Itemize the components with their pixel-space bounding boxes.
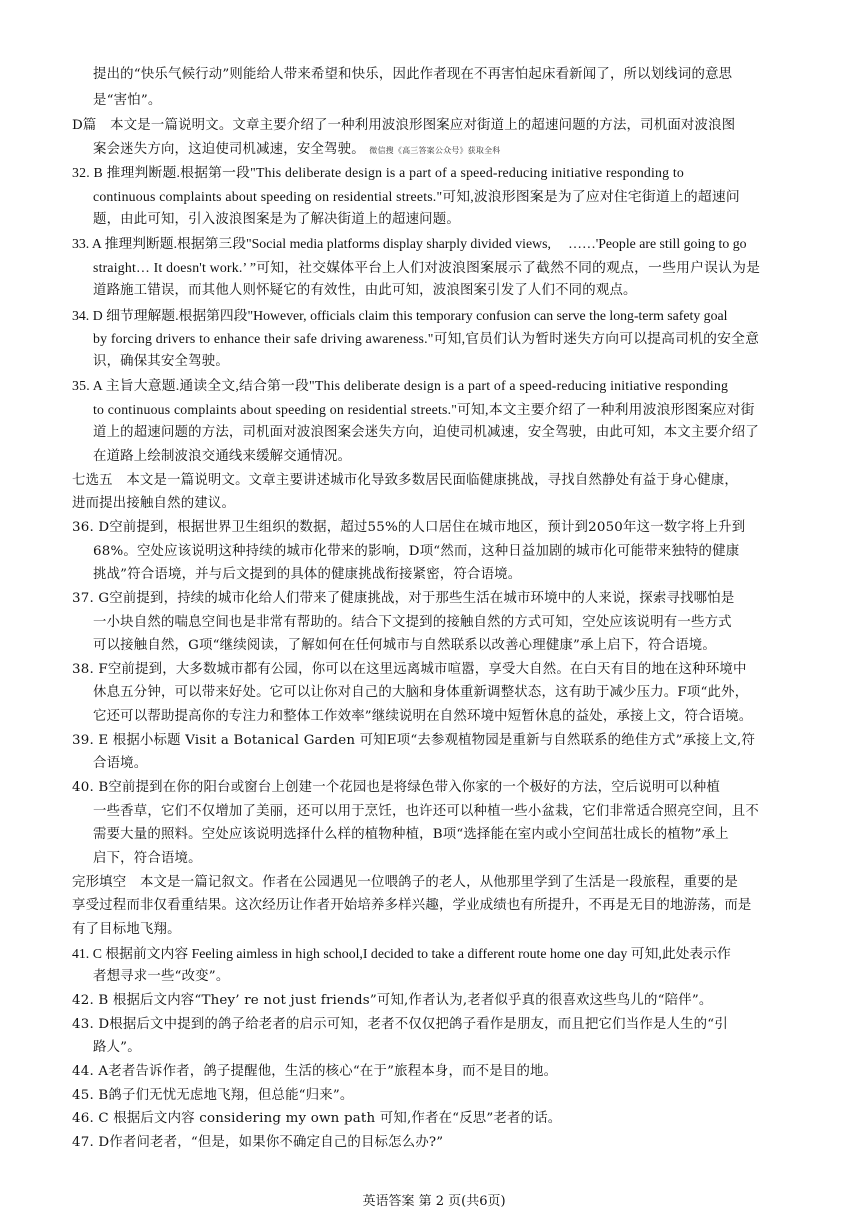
text-line: 37. G空前提到，持续的城市化给人们带来了健康挑战，对于那些生活在城市环境中的人来说，探索寻找哪怕是 xyxy=(72,591,735,606)
text-line: 一些香草，它们不仅增加了美丽，还可以用于烹饪，也许还可以种植一些小盆栽，它们非常适合照亮空间，且不 xyxy=(93,804,759,819)
text-line: 33. A 推理判断题.根据第三段"Social media platforms display sharply divided views, ……'People are still going to go xyxy=(72,236,747,251)
text-line: 可以接触自然，G项“继续阅读，了解如何在任何城市与自然联系以改善心理健康”承上启下，符合语境。 xyxy=(93,638,716,653)
text-line: 46. C 根据后文内容 considering my own path 可知,作者在“反思”老者的话。 xyxy=(72,1111,562,1126)
text-line: continuous complaints about speeding on residential streets."可知,波浪形图案是为了应对住宅街道上的超速问 xyxy=(93,189,740,204)
text-line: 路人”。 xyxy=(93,1040,141,1055)
text-line: 44. A老者告诉作者，鸽子提醒他，生活的核心“在于”旅程本身，而不是目的地。 xyxy=(72,1064,558,1079)
text-line: 45. B鸽子们无忧无虑地飞翔，但总能“归来”。 xyxy=(72,1088,354,1103)
text-line: 题，由此可知，引入波浪图案是为了解决街道上的超速问题。 xyxy=(93,212,460,227)
text-line: 挑战”符合语境，并与后文提到的具体的健康挑战衔接紧密，符合语境。 xyxy=(93,567,522,582)
text-line: 34. D 细节理解题.根据第四段"However, officials claim this temporary confusion can serve the long-term safety goal xyxy=(72,308,728,323)
text-line: 休息五分钟，可以带来好处。它可以让你对自己的大脑和身体重新调整状态，这有助于减少压力。F项“此外， xyxy=(93,685,749,700)
text-line: 40. B空前提到在你的阳台或窗台上创建一个花园也是将绿色带入你家的一个极好的方法，空后说明可以种植 xyxy=(72,780,720,795)
text-line: 道路施工错误，而其他人则怀疑它的有效性，由此可知，波浪图案引发了人们不同的观点。 xyxy=(93,283,637,298)
text-line: 需要大量的照料。空处应该说明选择什么样的植物种植，B项“选择能在室内或小空间茁壮成长的植物”承上 xyxy=(93,827,729,842)
text-line: 完形填空 本文是一篇记叙文。作者在公园遇见一位喂鸽子的老人，从他那里学到了生活是一段旅程，重要的是 xyxy=(72,875,738,890)
text-line: 它还可以帮助提高你的专注力和整体工作效率”继续说明在自然环境中短暂休息的益处，承接上文，符合语境。 xyxy=(93,709,753,724)
text-line: 进而提出接触自然的建议。 xyxy=(72,496,236,511)
text-line: 43. D根据后文中提到的鸽子给老者的启示可知，老者不仅仅把鸽子看作是朋友，而且把它们当作是人生的“引 xyxy=(72,1017,728,1032)
text-line: 道上的超速问题的方法，司机面对波浪图案会迷失方向，迫使司机减速，安全驾驶，由此可知，本文主要介绍了 xyxy=(93,425,759,440)
text-line: 七选五 本文是一篇说明文。文章主要讲述城市化导致多数居民面临健康挑战，寻找自然静处有益于身心健康， xyxy=(72,473,738,488)
text-line: 提出的“快乐气候行动”则能给人带来希望和快乐，因此作者现在不再害怕起床看新闻了，所以划线词的意思 xyxy=(93,67,733,82)
text-line: to continuous complaints about speeding on residential streets."可知,本文主要介绍了一种利用波浪形图案应对街 xyxy=(93,402,755,417)
text-line: 36. D空前提到，根据世界卫生组织的数据，超过55%的人口居住在城市地区，预计到2050年这一数字将上升到 xyxy=(72,520,746,535)
text-line: 68%。空处应该说明这种持续的城市化带来的影响，D项“然而，这种日益加剧的城市化可能带来独特的健康 xyxy=(93,544,740,559)
text-line: 41. C 根据前文内容 Feeling aimless in high school,I decided to take a different route home one day 可知,此处表示作 xyxy=(72,946,731,961)
text-line: 32. B 推理判断题.根据第一段"This deliberate design is a part of a speed-reducing initiative responding to xyxy=(72,165,685,180)
text-line xyxy=(93,140,500,161)
text-line: 一小块自然的喘息空间也是非常有帮助的。结合下文提到的接触自然的方式可知，空处应该说明有一些方式 xyxy=(93,615,732,630)
page-footer: 英语答案 第 2 页(共6页) xyxy=(362,1194,506,1209)
text-line: 识，确保其安全驾驶。 xyxy=(93,354,229,369)
text-line: 有了目标地飞翔。 xyxy=(72,922,181,937)
text-line: 在道路上绘制波浪交通线来缓解交通情况。 xyxy=(93,449,352,464)
text-line: 47. D作者问老者，“但是，如果你不确定自己的目标怎么办?” xyxy=(72,1135,444,1150)
text-line: 者想寻求一些“改变”。 xyxy=(93,969,230,984)
text-line: straight… It doesn't work.’ ”可知，社交媒体平台上人们对波浪图案展示了截然不同的观点，一些用户误认为是 xyxy=(93,260,761,275)
watermark: 微信搜《高三答案公众号》获取全科 xyxy=(369,146,501,155)
text-line: 35. A 主旨大意题.通读全文,结合第一段"This deliberate design is a part of a speed-reducing initiative responding xyxy=(72,378,729,393)
text-line: 合语境。 xyxy=(93,756,148,771)
text-line: 是“害怕”。 xyxy=(93,93,162,108)
text-line: 享受过程而非仅看重结果。这次经历让作者开始培养多样兴趣，学业成绩也有所提升，不再是无目的地游荡，而是 xyxy=(72,898,752,913)
text-line: 38. F空前提到，大多数城市都有公园，你可以在这里远离城市喧嚣，享受大自然。在白天有目的地在这种环境中 xyxy=(72,662,747,677)
text-line-content: 案会迷失方向，这迫使司机减速，安全驾驶。 xyxy=(93,142,365,157)
text-line: 42. B 根据后文内容“They’ re not just friends”可知,作者认为,老者似乎真的很喜欢这些鸟儿的“陪伴”。 xyxy=(72,993,713,1008)
text-line: D篇 本文是一篇说明文。文章主要介绍了一种利用波浪形图案应对街道上的超速问题的方法，司机面对波浪图 xyxy=(72,118,736,133)
text-line: by forcing drivers to enhance their safe driving awareness."可知,官员们认为暂时迷失方向可以提高司机的安全意 xyxy=(93,331,760,346)
text-line: 39. E 根据小标题 Visit a Botanical Garden 可知E项“去参观植物园是重新与自然联系的绝佳方式”承接上文,符 xyxy=(72,733,756,748)
text-line: 启下，符合语境。 xyxy=(93,851,202,866)
